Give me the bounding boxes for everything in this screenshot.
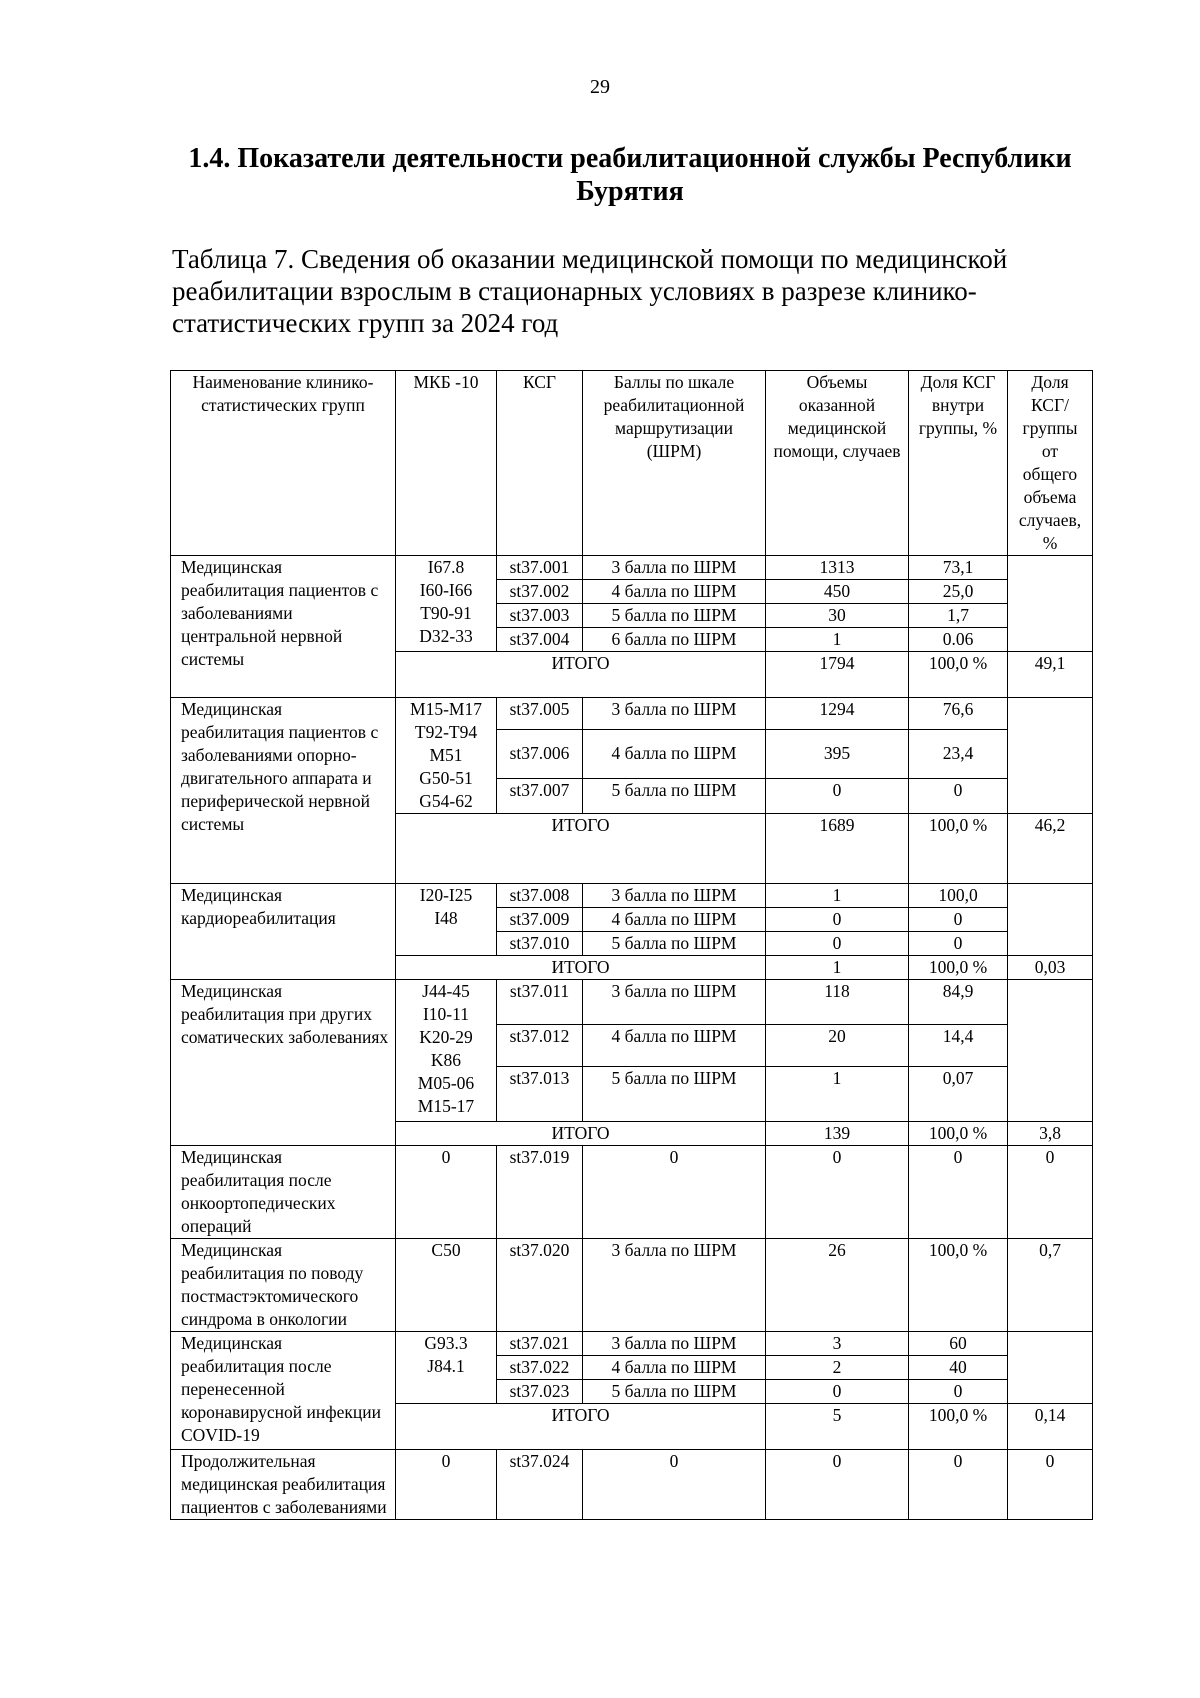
page-number: 29 <box>590 76 610 98</box>
volume-cell: 1294 <box>766 698 909 730</box>
ksg-cell: st37.012 <box>497 1025 583 1067</box>
share-cell: 100,0 % <box>909 1239 1008 1332</box>
ksg-cell: st37.004 <box>497 628 583 652</box>
share-total-cell <box>1008 698 1093 814</box>
shrm-cell: 4 балла по ШРМ <box>583 730 766 778</box>
ksg-cell: st37.008 <box>497 884 583 908</box>
shrm-cell: 5 балла по ШРМ <box>583 778 766 813</box>
group-name: Медицинская реабилитация пациентов с заболеваниями центральной нервной системы <box>171 556 396 698</box>
volume-cell: 395 <box>766 730 909 778</box>
section-heading: 1.4. Показатели деятельности реабилитационной службы Республики Бурятия <box>188 143 1072 207</box>
share-total-cell: 0,7 <box>1008 1239 1093 1332</box>
table-row <box>171 884 1093 908</box>
shrm-cell: 5 балла по ШРМ <box>583 1380 766 1404</box>
shrm-cell: 3 балла по ШРМ <box>583 698 766 730</box>
volume-cell: 2 <box>766 1356 909 1380</box>
ksg-cell: st37.023 <box>497 1380 583 1404</box>
share-cell: 25,0 <box>909 580 1008 604</box>
share-cell: 0.06 <box>909 628 1008 652</box>
mkb-code: I20-I25 <box>419 885 473 905</box>
mkb-code: K20-29 <box>419 1027 473 1047</box>
total-label: ИТОГО <box>396 814 766 884</box>
ksg-cell: st37.020 <box>497 1239 583 1332</box>
group-name: Медицинская реабилитация после перенесенной коронавирусной инфекции COVID-19 <box>171 1332 396 1450</box>
share-cell: 100,0 <box>909 884 1008 908</box>
ksg-cell: st37.005 <box>497 698 583 730</box>
mkb-code: I60-I66 <box>419 580 473 600</box>
header-ksg: КСГ <box>497 371 583 556</box>
ksg-cell: st37.001 <box>497 556 583 580</box>
ksg-cell: st37.011 <box>497 980 583 1025</box>
volume-cell: 0 <box>766 932 909 956</box>
ksg-cell: st37.009 <box>497 908 583 932</box>
group-name: Продолжительная медицинская реабилитация пациентов с заболеваниями <box>171 1450 396 1520</box>
total-share-total: 0,03 <box>1008 956 1093 980</box>
volume-cell: 118 <box>766 980 909 1025</box>
mkb-codes: 0 <box>396 1450 497 1520</box>
rehab-table <box>170 370 1093 1520</box>
table-row <box>171 556 1093 580</box>
share-cell: 14,4 <box>909 1025 1008 1067</box>
mkb-code: I48 <box>434 908 458 928</box>
table-row <box>171 1146 1093 1239</box>
total-share: 100,0 % <box>909 652 1008 698</box>
mkb-code: M51 <box>429 745 463 765</box>
header-shrm: Баллы по шкале реабилитационной маршрутизации (ШРМ) <box>583 371 766 556</box>
ksg-cell: st37.021 <box>497 1332 583 1356</box>
header-share-total: Доля КСГ/группы от общего объема случаев, % <box>1008 371 1093 556</box>
table-row <box>171 1332 1093 1356</box>
volume-cell: 1 <box>766 628 909 652</box>
ksg-cell: st37.010 <box>497 932 583 956</box>
table-row <box>171 1450 1093 1520</box>
total-share-total: 0,14 <box>1008 1404 1093 1450</box>
share-cell: 0,07 <box>909 1067 1008 1122</box>
shrm-cell: 5 балла по ШРМ <box>583 604 766 628</box>
group-name: Медицинская реабилитация после онкоортопедических операций <box>171 1146 396 1239</box>
total-label: ИТОГО <box>396 652 766 698</box>
total-share: 100,0 % <box>909 814 1008 884</box>
volume-cell: 0 <box>766 778 909 813</box>
mkb-code: G54-62 <box>419 791 473 811</box>
mkb-codes: 0 <box>396 1146 497 1239</box>
header-name: Наименование клинико-статистических групп <box>171 371 396 556</box>
ksg-cell: st37.019 <box>497 1146 583 1239</box>
share-total-cell <box>1008 884 1093 956</box>
mkb-code: J44-45 <box>422 981 470 1001</box>
volume-cell: 26 <box>766 1239 909 1332</box>
total-volume: 1 <box>766 956 909 980</box>
mkb-codes: C50 <box>396 1239 497 1332</box>
group-name: Медицинская реабилитация по поводу постмастэктомического синдрома в онкологии <box>171 1239 396 1332</box>
share-cell: 76,6 <box>909 698 1008 730</box>
total-label: ИТОГО <box>396 956 766 980</box>
header-share-in-group: Доля КСГ внутри группы, % <box>909 371 1008 556</box>
share-cell: 60 <box>909 1332 1008 1356</box>
share-cell: 84,9 <box>909 980 1008 1025</box>
mkb-codes <box>396 980 497 1122</box>
ksg-cell: st37.006 <box>497 730 583 778</box>
total-label: ИТОГО <box>396 1122 766 1146</box>
share-total-cell <box>1008 556 1093 652</box>
shrm-cell: 5 балла по ШРМ <box>583 932 766 956</box>
header-volume: Объемы оказанной медицинской помощи, случаев <box>766 371 909 556</box>
ksg-cell: st37.007 <box>497 778 583 813</box>
table-row <box>171 980 1093 1025</box>
shrm-cell: 3 балла по ШРМ <box>583 1332 766 1356</box>
shrm-cell: 0 <box>583 1450 766 1520</box>
share-cell: 0 <box>909 932 1008 956</box>
mkb-code: I67.8 <box>427 557 465 577</box>
shrm-cell: 4 балла по ШРМ <box>583 1025 766 1067</box>
mkb-codes <box>396 884 497 956</box>
mkb-code: K86 <box>430 1050 462 1070</box>
group-name: Медицинская реабилитация при других соматических заболеваниях <box>171 980 396 1146</box>
share-cell: 0 <box>909 1146 1008 1239</box>
mkb-code: T92-T94 <box>414 722 478 742</box>
shrm-cell: 3 балла по ШРМ <box>583 980 766 1025</box>
mkb-codes <box>396 698 497 814</box>
total-share-total: 49,1 <box>1008 652 1093 698</box>
total-share: 100,0 % <box>909 956 1008 980</box>
total-share: 100,0 % <box>909 1404 1008 1450</box>
share-cell: 0 <box>909 778 1008 813</box>
volume-cell: 3 <box>766 1332 909 1356</box>
mkb-code: T90-91 <box>420 603 472 623</box>
ksg-cell: st37.024 <box>497 1450 583 1520</box>
group-name: Медицинская кардиореабилитация <box>171 884 396 980</box>
share-total-cell: 0 <box>1008 1450 1093 1520</box>
share-cell: 1,7 <box>909 604 1008 628</box>
total-share: 100,0 % <box>909 1122 1008 1146</box>
shrm-cell: 0 <box>583 1146 766 1239</box>
share-total-cell <box>1008 980 1093 1122</box>
volume-cell: 450 <box>766 580 909 604</box>
group-name: Медицинская реабилитация пациентов с заболеваниями опорно-двигательного аппарата и периферической нервной системы <box>171 698 396 884</box>
share-total-cell: 0 <box>1008 1146 1093 1239</box>
volume-cell: 0 <box>766 908 909 932</box>
volume-cell: 1313 <box>766 556 909 580</box>
shrm-cell: 4 балла по ШРМ <box>583 1356 766 1380</box>
mkb-codes <box>396 556 497 652</box>
volume-cell: 1 <box>766 1067 909 1122</box>
table-header-row <box>171 371 1093 556</box>
mkb-code: G50-51 <box>419 768 473 788</box>
ksg-cell: st37.013 <box>497 1067 583 1122</box>
mkb-code: M15-17 <box>417 1096 475 1116</box>
ksg-cell: st37.002 <box>497 580 583 604</box>
shrm-cell: 3 балла по ШРМ <box>583 884 766 908</box>
share-cell: 0 <box>909 1380 1008 1404</box>
mkb-code: G93.3 <box>424 1333 468 1353</box>
volume-cell: 20 <box>766 1025 909 1067</box>
shrm-cell: 4 балла по ШРМ <box>583 908 766 932</box>
share-cell: 0 <box>909 1450 1008 1520</box>
total-volume: 1689 <box>766 814 909 884</box>
share-cell: 23,4 <box>909 730 1008 778</box>
total-share-total: 3,8 <box>1008 1122 1093 1146</box>
mkb-code: M05-06 <box>417 1073 475 1093</box>
header-mkb: МКБ -10 <box>396 371 497 556</box>
share-cell: 0 <box>909 908 1008 932</box>
shrm-cell: 5 балла по ШРМ <box>583 1067 766 1122</box>
ksg-cell: st37.003 <box>497 604 583 628</box>
shrm-cell: 3 балла по ШРМ <box>583 556 766 580</box>
shrm-cell: 4 балла по ШРМ <box>583 580 766 604</box>
table-row <box>171 1239 1093 1332</box>
volume-cell: 0 <box>766 1146 909 1239</box>
total-label: ИТОГО <box>396 1404 766 1450</box>
mkb-code: I10-11 <box>422 1004 469 1024</box>
shrm-cell: 3 балла по ШРМ <box>583 1239 766 1332</box>
total-share-total: 46,2 <box>1008 814 1093 884</box>
volume-cell: 30 <box>766 604 909 628</box>
total-volume: 1794 <box>766 652 909 698</box>
shrm-cell: 6 балла по ШРМ <box>583 628 766 652</box>
mkb-code: D32-33 <box>419 626 473 646</box>
total-volume: 5 <box>766 1404 909 1450</box>
total-volume: 139 <box>766 1122 909 1146</box>
share-total-cell <box>1008 1332 1093 1404</box>
mkb-code: M15-M17 <box>410 699 482 719</box>
table-caption: Таблица 7. Сведения об оказании медицинской помощи по медицинской реабилитации взрослым в стационарных условиях в разрезе клинико-статистических групп за 2024 год <box>172 244 1008 338</box>
volume-cell: 0 <box>766 1380 909 1404</box>
mkb-codes <box>396 1332 497 1404</box>
ksg-cell: st37.022 <box>497 1356 583 1380</box>
table-row <box>171 698 1093 730</box>
share-cell: 40 <box>909 1356 1008 1380</box>
share-cell: 73,1 <box>909 556 1008 580</box>
mkb-code: J84.1 <box>427 1356 465 1376</box>
volume-cell: 1 <box>766 884 909 908</box>
volume-cell: 0 <box>766 1450 909 1520</box>
